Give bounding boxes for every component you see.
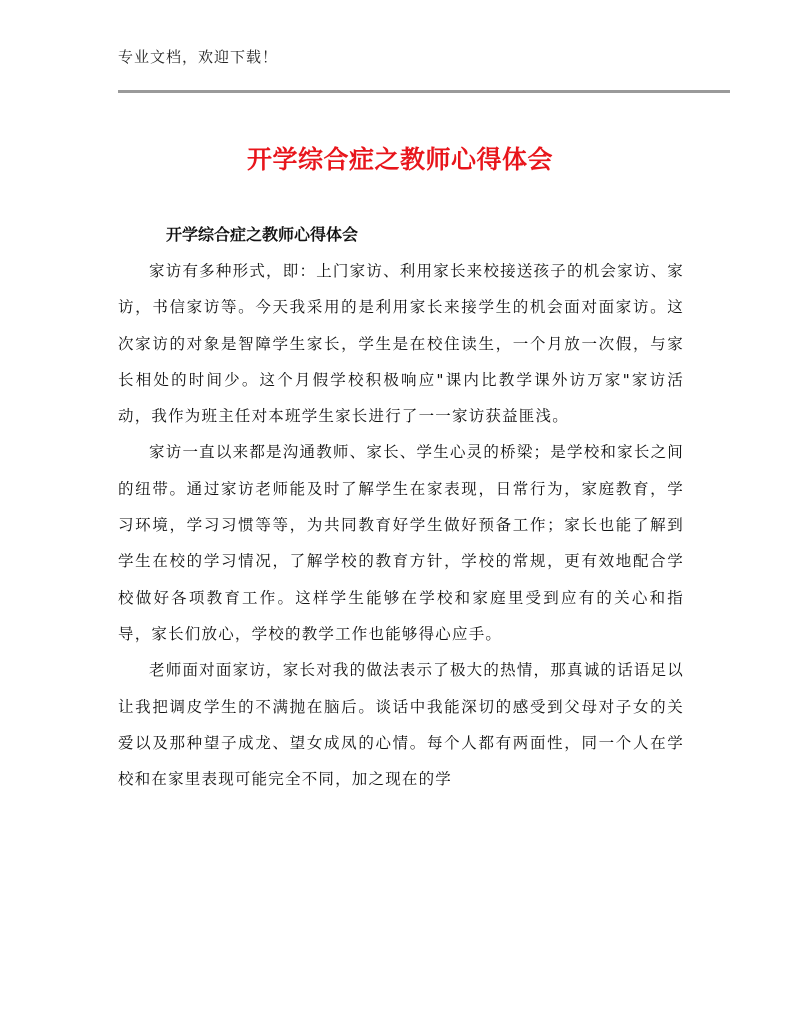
- body-paragraph: 家访一直以来都是沟通教师、家长、学生心灵的桥梁；是学校和家长之间的纽带。通过家访老师能及时了解学生在家表现，日常行为，家庭教育，学习环境，学习习惯等等，为共同教育好学生做好预备工作；家长也能了解到学生在校的学习情况，了解学校的教育方针，学校的常规，更有效地配合学校做好各项教育工作。这样学生能够在学校和家庭里受到应有的关心和指导，家长们放心，学校的教学工作也能够得心应手。: [118, 443, 684, 643]
- document-title: 开学综合症之教师心得体会: [246, 145, 553, 174]
- body-paragraph: 老师面对面家访，家长对我的做法表示了极大的热情，那真诚的话语足以让我把调皮学生的不满抛在脑后。谈话中我能深切的感受到父母对子女的关爱以及那种望子成龙、望女成凤的心情。每个人都有两面性，同一个人在学校和在家里表现可能完全不同，加之现在的学: [118, 661, 684, 789]
- document-subheading: 开学综合症之教师心得体会: [166, 225, 359, 244]
- body-paragraph: 家访有多种形式，即：上门家访、利用家长来校接送孩子的机会家访、家访，书信家访等。今天我采用的是利用家长来接学生的机会面对面家访。这次家访的对象是智障学生家长，学生是在校住读生，一个月放一次假，与家长相处的时间少。这个月假学校积极响应"课内比教学课外访万家"家访活动，我作为班主任对本班学生家长进行了一一家访获益匪浅。: [118, 262, 684, 426]
- document-body: [118, 253, 684, 797]
- header-divider: [118, 90, 730, 93]
- page-header-text: 专业文档，欢迎下载！: [118, 48, 279, 66]
